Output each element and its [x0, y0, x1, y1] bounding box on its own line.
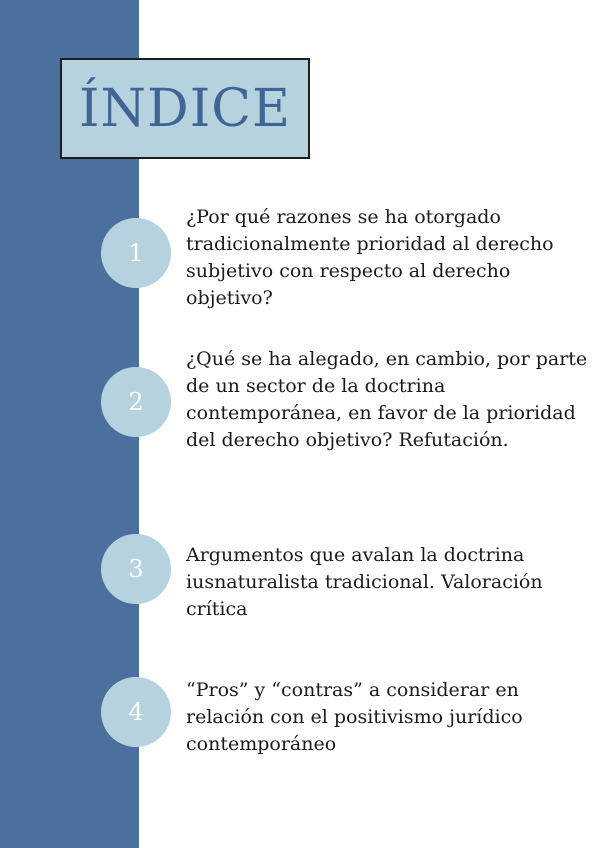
item-number: 2 — [128, 388, 144, 416]
item-number: 3 — [128, 555, 144, 583]
index-title-box — [60, 58, 310, 159]
item-text: “Pros” y “contras” a considerar en relación con el positivismo jurídico contemporáneo — [186, 679, 523, 755]
number-circle — [101, 367, 171, 437]
number-circle — [101, 677, 171, 747]
item-number: 1 — [128, 239, 144, 267]
item-number: 4 — [128, 698, 144, 726]
item-text: ¿Qué se ha alegado, en cambio, por parte de un sector de la doctrina contemporánea, en favor de la prioridad del derecho objetivo? Refutación. — [186, 348, 588, 451]
number-circle — [101, 218, 171, 288]
page-title: ÍNDICE — [78, 78, 292, 139]
number-circle — [101, 534, 171, 604]
item-text: Argumentos que avalan la doctrina iusnaturalista tradicional. Valoración crítica — [186, 544, 543, 620]
item-text: ¿Por qué razones se ha otorgado tradicionalmente prioridad al derecho subjetivo con respecto al derecho objetivo? — [186, 206, 554, 309]
